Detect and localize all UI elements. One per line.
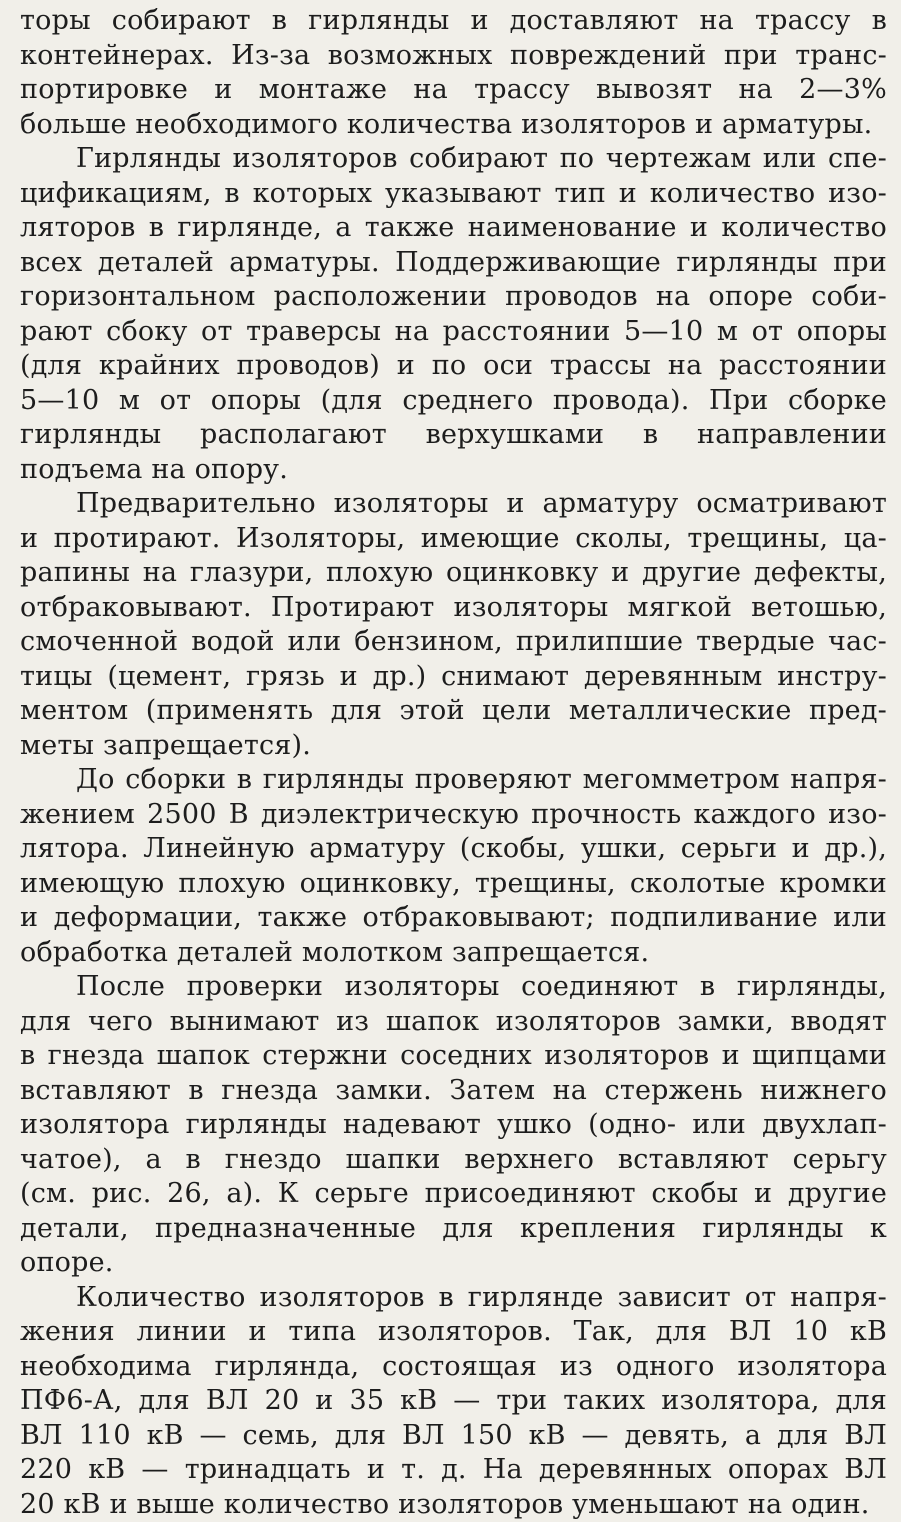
- text-line: ПФ6-А, для ВЛ 20 и 35 кВ — три таких изолятора, для: [20, 1384, 887, 1419]
- paragraph: [20, 142, 887, 487]
- text-line: торы собирают в гирлянды и доставляют на трассу в: [20, 4, 887, 39]
- text-line: смоченной водой или бензином, прилипшие твердые час-: [20, 625, 887, 660]
- text-line: После проверки изоляторы соединяют в гирлянды,: [20, 970, 887, 1005]
- text-line: рают сбоку от траверсы на расстоянии 5—10 м от опоры: [20, 315, 887, 350]
- text-line: имеющую плохую оцинковку, трещины, сколотые кромки: [20, 867, 887, 902]
- text-line: До сборки в гирлянды проверяют мегомметром напря-: [20, 763, 887, 798]
- text-line: и деформации, также отбраковывают; подпиливание или: [20, 901, 887, 936]
- text-line: тицы (цемент, грязь и др.) снимают деревянным инстру-: [20, 660, 887, 695]
- text-line: Гирлянды изоляторов собирают по чертежам или спе-: [20, 142, 887, 177]
- text-line: (см. рис. 26, а). К серьге присоединяют скобы и другие: [20, 1177, 887, 1212]
- text-line: изолятора гирлянды надевают ушко (одно- или двухлап-: [20, 1108, 887, 1143]
- text-line: 20 кВ и выше количество изоляторов уменьшают на один.: [20, 1488, 887, 1522]
- text-line: жения линии и типа изоляторов. Так, для ВЛ 10 кВ: [20, 1315, 887, 1350]
- text-body: [20, 4, 887, 1522]
- text-line: чатое), а в гнездо шапки верхнего вставляют серьгу: [20, 1143, 887, 1178]
- text-line: гирлянды располагают верхушками в направлении: [20, 418, 887, 453]
- paragraph: [20, 1281, 887, 1522]
- text-line: необходима гирлянда, состоящая из одного изолятора: [20, 1350, 887, 1385]
- text-line: для чего вынимают из шапок изоляторов замки, вводят: [20, 1005, 887, 1040]
- text-line: вставляют в гнезда замки. Затем на стержень нижнего: [20, 1074, 887, 1109]
- text-line: ментом (применять для этой цели металлические пред-: [20, 694, 887, 729]
- text-line: портировке и монтаже на трассу вывозят на 2—3%: [20, 73, 887, 108]
- text-line: всех деталей арматуры. Поддерживающие гирлянды при: [20, 246, 887, 281]
- text-line: опоре.: [20, 1246, 887, 1281]
- text-line: 5—10 м от опоры (для среднего провода). При сборке: [20, 384, 887, 419]
- text-line: (для крайних проводов) и по оси трассы на расстоянии: [20, 349, 887, 384]
- text-line: больше необходимого количества изоляторов и арматуры.: [20, 108, 887, 143]
- paragraph: [20, 970, 887, 1281]
- text-line: Предварительно изоляторы и арматуру осматривают: [20, 487, 887, 522]
- text-line: 220 кВ — тринадцать и т. д. На деревянных опорах ВЛ: [20, 1453, 887, 1488]
- paragraph: [20, 763, 887, 970]
- text-line: меты запрещается).: [20, 729, 887, 764]
- text-line: ВЛ 110 кВ — семь, для ВЛ 150 кВ — девять, а для ВЛ: [20, 1419, 887, 1454]
- text-line: контейнерах. Из-за возможных повреждений при транс-: [20, 39, 887, 74]
- text-line: и протирают. Изоляторы, имеющие сколы, трещины, ца-: [20, 522, 887, 557]
- text-line: ляторов в гирлянде, а также наименование и количество: [20, 211, 887, 246]
- text-line: лятора. Линейную арматуру (скобы, ушки, серьги и др.),: [20, 832, 887, 867]
- text-line: обработка деталей молотком запрещается.: [20, 936, 887, 971]
- text-line: подъема на опору.: [20, 453, 887, 488]
- text-line: цификациям, в которых указывают тип и количество изо-: [20, 177, 887, 212]
- text-line: в гнезда шапок стержни соседних изоляторов и щипцами: [20, 1039, 887, 1074]
- text-line: жением 2500 В диэлектрическую прочность каждого изо-: [20, 798, 887, 833]
- paragraph: [20, 487, 887, 763]
- text-line: отбраковывают. Протирают изоляторы мягкой ветошью,: [20, 591, 887, 626]
- text-line: детали, предназначенные для крепления гирлянды к: [20, 1212, 887, 1247]
- text-line: Количество изоляторов в гирлянде зависит от напря-: [20, 1281, 887, 1316]
- text-line: горизонтальном расположении проводов на опоре соби-: [20, 280, 887, 315]
- paragraph: [20, 4, 887, 142]
- text-line: рапины на глазури, плохую оцинковку и другие дефекты,: [20, 556, 887, 591]
